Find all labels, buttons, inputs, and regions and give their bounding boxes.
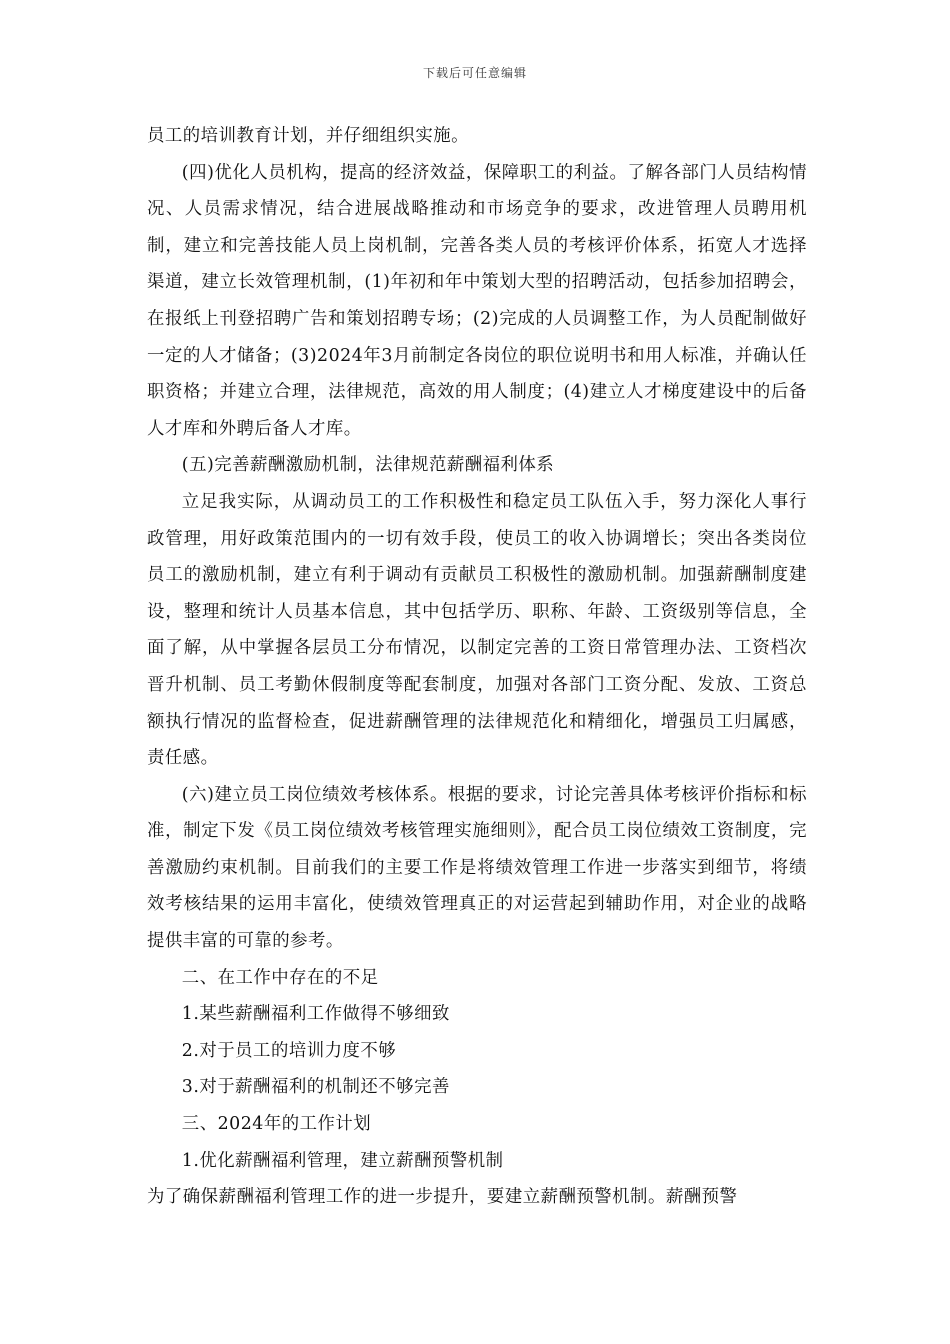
paragraph-section-6: (六)建立员工岗位绩效考核体系。根据的要求，讨论完善具体考核评价指标和标准，制定下发《员工岗位绩效考核管理实施细则》，配合员工岗位绩效工资制度，完善激励约束机制。目前我们的主要工作是将绩效管理工作进一步落实到细节，将绩效考核结果的运用丰富化，使绩效管理真正的对运营起到辅助作用，对企业的战略提供丰富的可靠的参考。 xyxy=(147,784,807,952)
page-header: 下载后可任意编辑 xyxy=(422,66,527,80)
list-item-shortcoming-2: 2.对于员工的培训力度不够 xyxy=(181,1040,397,1061)
list-item-shortcoming-3: 3.对于薪酬福利的机制还不够完善 xyxy=(181,1077,450,1098)
heading-shortcomings: 二、在工作中存在的不足 xyxy=(181,967,379,988)
heading-work-plan: 三、2024年的工作计划 xyxy=(181,1114,372,1135)
paragraph-training-plan-end: 员工的培训教育计划，并仔细组织实施。 xyxy=(147,126,470,146)
heading-section-5: (五)完善薪酬激励机制，法律规范薪酬福利体系 xyxy=(181,455,555,476)
list-item-plan-1: 1.优化薪酬福利管理，建立薪酬预警机制 xyxy=(181,1150,504,1171)
paragraph-section-4: (四)优化人员机构，提高的经济效益，保障职工的利益。了解各部门人员结构情况、人员需求情况，结合进展战略推动和市场竞争的要求，改进管理人员聘用机制，建立和完善技能人员上岗机制，完善各类人员的考核评价体系，拓宽人才选择渠道，建立长效管理机制，(1)年初和年中策划大型的招聘活动，包括参加招聘会，在报纸上刊登招聘广告和策划招聘专场；(2)完成的人员调整工作，为人员配制做好一定的人才储备；(3)2024年3月前制定各岗位的职位说明书和用人标准，并确认任职资格；并建立合理，法律规范，高效的用人制度；(4)建立人才梯度建设中的后备人才库和外聘后备人才库。 xyxy=(147,162,807,439)
document-body xyxy=(147,118,807,1216)
paragraph-section-5-body: 立足我实际，从调动员工的工作积极性和稳定员工队伍入手，努力深化人事行政管理，用好政策范围内的一切有效手段，使员工的收入协调增长；突出各类岗位员工的激励机制，建立有利于调动有贡献员工积极性的激励机制。加强薪酬制度建设，整理和统计人员基本信息，其中包括学历、职称、年龄、工资级别等信息，全面了解，从中掌握各层员工分布情况，以制定完善的工资日常管理办法、工资档次晋升机制、员工考勤休假制度等配套制度，加强对各部门工资分配、发放、工资总额执行情况的监督检查，促进薪酬管理的法律规范化和精细化，增强员工归属感，责任感。 xyxy=(147,491,807,769)
list-item-shortcoming-1: 1.某些薪酬福利工作做得不够细致 xyxy=(181,1004,450,1025)
paragraph-salary-warning: 为了确保薪酬福利管理工作的进一步提升，要建立薪酬预警机制。薪酬预警 xyxy=(147,1187,738,1208)
